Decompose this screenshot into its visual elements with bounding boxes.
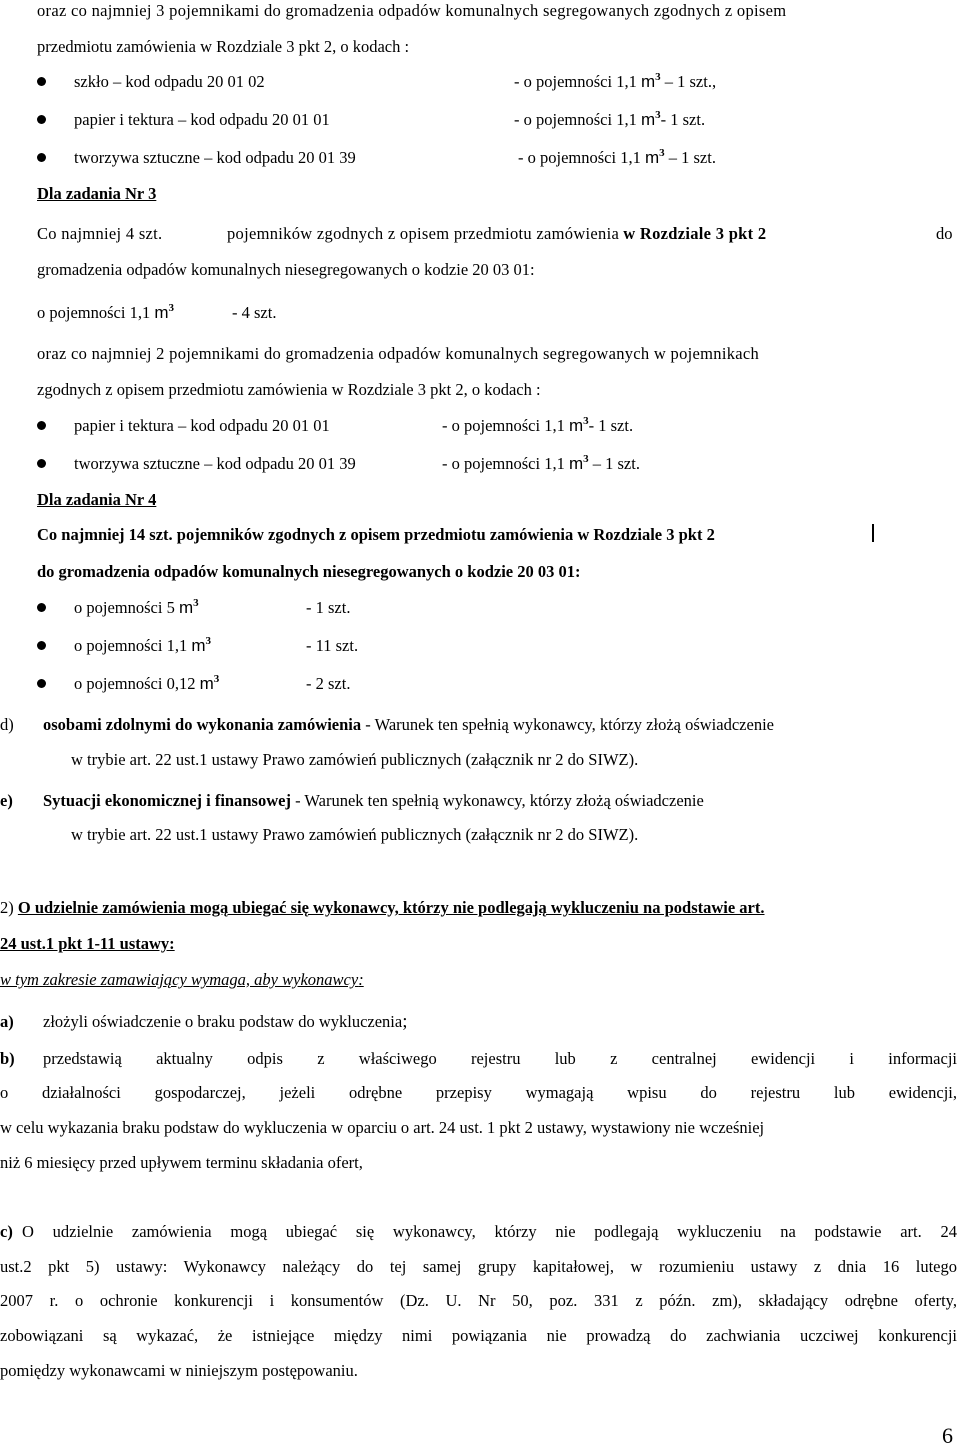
capacity-line: o pojemności 1,1 $m^3$ [37, 302, 174, 322]
paragraph-line: o działalności gospodarczej, jeżeli odrębne przepisy wymagają wpisu do rejestru lub ewidencji, [0, 1083, 957, 1102]
paragraph-line: w trybie art. 22 ust.1 ustawy Prawo zamówień publicznych (załącznik nr 2 do SIWZ). [71, 825, 639, 844]
paragraph-line: Sytuacji ekonomicznej i finansowej - Warunek ten spełnią wykonawcy, którzy złożą oświadczenie [43, 791, 704, 810]
list-item: papier i tektura – kod odpadu 20 01 01 [74, 110, 330, 129]
list-item-qty: - 11 szt. [306, 636, 359, 655]
paragraph-line: Co najmniej 4 szt. [37, 224, 163, 243]
paragraph-line: 2007 r. o ochronie konkurencji i konsumentów (Dz. U. Nr 50, poz. 331 z późn. zm), składający odrębne oferty, [0, 1291, 957, 1310]
intro-line: przedmiotu zamówienia w Rozdziale 3 pkt 2, o kodach : [37, 37, 410, 56]
list-label: b) [0, 1049, 15, 1068]
section-heading: 2) O udzielnie zamówienia mogą ubiegać się wykonawcy, którzy nie podlegają wykluczeniu na podstawie art. [0, 898, 765, 917]
paragraph-line: gromadzenia odpadów komunalnych niesegregowanych o kodzie 20 03 01: [37, 260, 535, 279]
list-label: e) [0, 791, 13, 810]
text-cursor [872, 524, 874, 542]
list-item: o pojemności 5 $m^3$ [74, 597, 199, 617]
bullet-icon [37, 603, 46, 612]
capacity-qty: - 4 szt. [232, 303, 277, 322]
bullet-icon [37, 77, 46, 86]
list-item: tworzywa sztuczne – kod odpadu 20 01 39 [74, 454, 356, 473]
paragraph-line: pomiędzy wykonawcami w niniejszym postępowaniu. [0, 1361, 358, 1380]
list-item: papier i tektura – kod odpadu 20 01 01 [74, 416, 330, 435]
list-item-capacity: - o pojemności 1,1 $m^3 - 1$ szt. [442, 453, 640, 473]
list-label: c) [0, 1222, 13, 1241]
list-item-qty: - 2 szt. [306, 674, 351, 693]
list-item-capacity: - o pojemności 1,1 $m^3-$ 1 szt. [442, 415, 634, 435]
intro-line: oraz co najmniej 3 pojemnikami do gromadzenia odpadów komunalnych segregowanych zgodnych z opisem [37, 1, 787, 20]
list-item: szkło – kod odpadu 20 01 02 [74, 72, 265, 91]
section-heading: 24 ust.1 pkt 1-11 ustawy: [0, 934, 175, 953]
scope-line: w tym zakresie zamawiający wymaga, aby wykonawcy: [0, 970, 364, 989]
paragraph-line: przedstawią aktualny odpis z właściwego rejestru lub z centralnej ewidencji i informacji [43, 1049, 957, 1068]
list-item: o pojemności 0,12 $m^3$ [74, 673, 220, 693]
paragraph-line: w celu wykazania braku podstaw do wykluczenia w oparciu o art. 24 ust. 1 pkt 2 ustawy, wystawiony nie wcześniej [0, 1118, 765, 1137]
list-item-capacity: - o pojemności 1,1 $m^3-$ 1 szt. [514, 109, 706, 129]
paragraph-line: w trybie art. 22 ust.1 ustawy Prawo zamówień publicznych (załącznik nr 2 do SIWZ). [71, 750, 639, 769]
paragraph-line: niż 6 miesięcy przed upływem terminu składania ofert, [0, 1153, 363, 1172]
paragraph-line: do gromadzenia odpadów komunalnych niesegregowanych o kodzie 20 03 01: [37, 562, 581, 581]
list-item-capacity: - o pojemności 1,1 $m^3 - 1$ szt., [514, 71, 717, 91]
bullet-icon [37, 115, 46, 124]
list-item-capacity: - o pojemności 1,1 $m^3 - 1$ szt. [518, 147, 716, 167]
bullet-icon [37, 679, 46, 688]
section-heading: Dla zadania Nr 4 [37, 490, 157, 509]
paragraph-line: złożyli oświadczenie o braku podstaw do wykluczenia; [43, 1011, 408, 1032]
bullet-icon [37, 153, 46, 162]
paragraph-line: oraz co najmniej 2 pojemnikami do gromadzenia odpadów komunalnych segregowanych w pojemnikach [37, 344, 760, 363]
list-item: o pojemności 1,1 $m^3$ [74, 635, 211, 655]
paragraph-line: O udzielnie zamówienia mogą ubiegać się wykonawcy, którzy nie podlegają wykluczeniu na podstawie art. 24 [22, 1222, 957, 1241]
list-label: d) [0, 715, 14, 734]
bullet-icon [37, 421, 46, 430]
paragraph-line: Co najmniej 14 szt. pojemników zgodnych z opisem przedmiotu zamówienia w Rozdziale 3 pkt 2 [37, 525, 715, 544]
paragraph-line: do [936, 224, 953, 243]
list-label: a) [0, 1012, 14, 1031]
section-heading: Dla zadania Nr 3 [37, 184, 157, 203]
paragraph-line: zobowiązani są wykazać, że istniejące między nimi powiązania nie prowadzą do zachwiania uczciwej konkurencji [0, 1326, 957, 1345]
paragraph-line: osobami zdolnymi do wykonania zamówienia - Warunek ten spełnią wykonawcy, którzy złożą oświadczenie [43, 715, 774, 734]
page-number: 6 [942, 1423, 953, 1448]
bullet-icon [37, 641, 46, 650]
list-item: tworzywa sztuczne – kod odpadu 20 01 39 [74, 148, 356, 167]
paragraph-line: ust.2 pkt 5) ustawy: Wykonawcy należący do tej samej grupy kapitałowej, w rozumieniu ustawy z dnia 16 lutego [0, 1257, 957, 1276]
list-item-qty: - 1 szt. [306, 598, 351, 617]
bullet-icon [37, 459, 46, 468]
paragraph-line: zgodnych z opisem przedmiotu zamówienia w Rozdziale 3 pkt 2, o kodach : [37, 380, 541, 399]
paragraph-line: pojemników zgodnych z opisem przedmiotu zamówienia w Rozdziale 3 pkt 2 [227, 224, 767, 243]
